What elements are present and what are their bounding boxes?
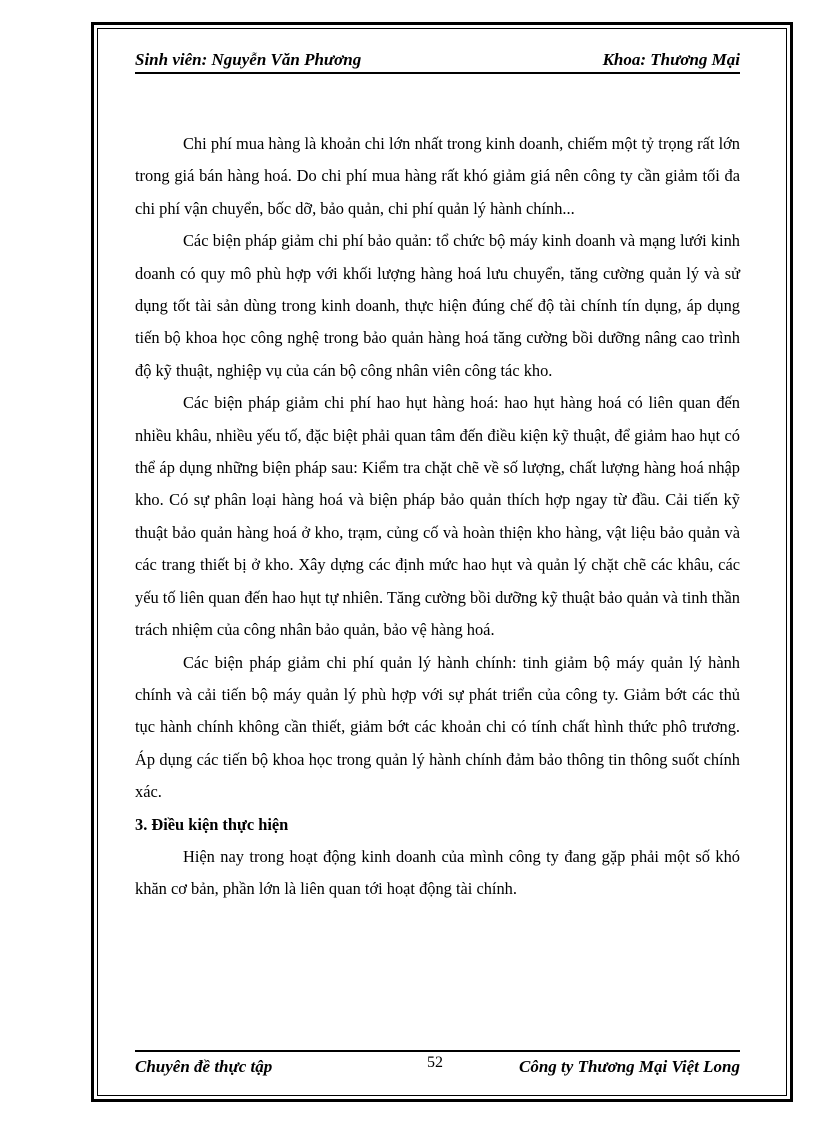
paragraph-purchase-cost: Chi phí mua hàng là khoản chi lớn nhất trong kinh doanh, chiếm một tỷ trọng rất lớn trong giá bán hàng hoá. Do chi phí mua hàng rất khó giảm giá nên công ty cần giảm tối đa chi phí vận chuyển, bốc dỡ, bảo quản, chi phí quản lý hành chính... [135,134,740,218]
paragraph-loss-cost: Các biện pháp giảm chi phí hao hụt hàng hoá: hao hụt hàng hoá có liên quan đến nhiều khâu, nhiều yếu tố, đặc biệt phải quan tâm đến điều kiện kỹ thuật, để giảm hao hụt có thể áp dụng những biện pháp sau: Kiểm tra chặt chẽ về số lượng, chất lượng hàng hoá nhập kho. Có sự phân loại hàng hoá và biện pháp bảo quản thích hợp ngay từ đầu. Cải tiến kỹ thuật bảo quản hàng hoá ở kho, trạm, củng cố và hoàn thiện kho hàng, vật liệu bảo quản và các trang thiết bị ở kho. Xây dựng các định mức hao hụt và quản lý chặt chẽ các khâu, các yếu tố liên quan đến hao hụt tự nhiên. Tăng cường bồi dưỡng kỹ thuật bảo quản và tinh thần trách nhiệm của công nhân bảo quản, bảo vệ hàng hoá. [135,393,740,640]
page-footer [135,1050,740,1076]
paragraph-storage-cost: Các biện pháp giảm chi phí bảo quản: tổ chức bộ máy kinh doanh và mạng lưới kinh doanh có quy mô phù hợp với khối lượng hàng hoá lưu chuyển, tăng cường quản lý và sử dụng tốt tài sản dùng trong kinh doanh, thực hiện đúng chế độ tài chính tín dụng, áp dụng tiến bộ khoa học công nghệ trong bảo quản hàng hoá tăng cường bồi dưỡng nâng cao trình độ kỹ thuật, nghiệp vụ của cán bộ công nhân viên công tác kho. [135,231,740,380]
page-number: 52 [427,1054,443,1071]
page-header [135,50,740,74]
footer-company: Công ty Thương Mại Việt Long [519,1057,740,1076]
paragraph-conditions: Hiện nay trong hoạt động kinh doanh của mình công ty đang gặp phải một số khó khăn cơ bản, phần lớn là liên quan tới hoạt động tài chính. [135,846,740,899]
paragraph-admin-cost: Các biện pháp giảm chi phí quản lý hành chính: tinh giảm bộ máy quản lý hành chính và cải tiến bộ máy quản lý phù hợp với sự phát triển của công ty. Giảm bớt các thủ tục hành chính không cần thiết, giảm bớt các khoản chi có tính chất hình thức phô trương. Áp dụng các tiến bộ khoa học trong quản lý hành chính đảm bảo thông tin thông suốt chính xác. [135,652,740,802]
section-heading: 3. Điều kiện thực hiện [135,814,289,834]
header-faculty: Khoa: Thương Mại [602,50,740,69]
header-student-name: Sinh viên: Nguyễn Văn Phương [135,50,362,69]
document-body [135,128,740,906]
footer-report-type: Chuyên đề thực tập [135,1057,273,1076]
